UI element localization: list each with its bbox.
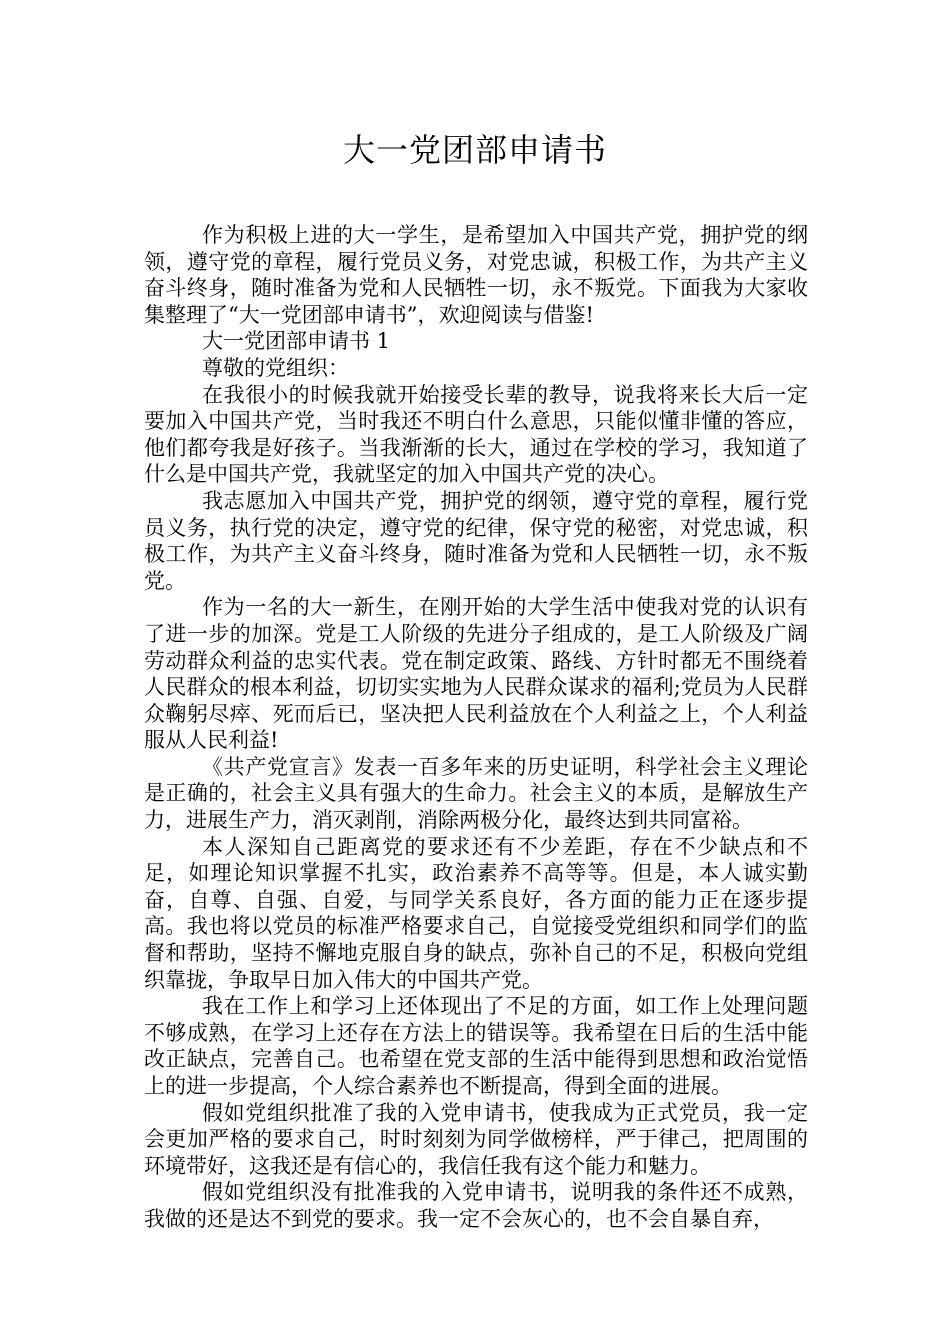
paragraph-intro: 作为积极上进的大一学生，是希望加入中国共产党，拥护党的纲领，遵守党的章程，履行党员义务，对党忠诚，积极工作，为共产主义奋斗终身，随时准备为党和人民牺牲一切，永不叛党。下面我为大家收集整理了“大一党团部申请书”，欢迎阅读与借鉴! [144,223,808,327]
paragraph: 我在工作上和学习上还体现出了不足的方面，如工作上处理问题不够成熟，在学习上还存在方法上的错误等。我希望在日后的生活中能改正缺点，完善自己。也希望在党支部的生活中能得到思想和政治觉悟上的进一步提高，个人综合素养也不断提高，得到全面的进展。 [144,994,808,1098]
paragraph: 我志愿加入中国共产党，拥护党的纲领，遵守党的章程，履行党员义务，执行党的决定，遵守党的纪律，保守党的秘密，对党忠诚，积极工作，为共产主义奋斗终身，随时准备为党和人民牺牲一切，永不叛党。 [144,488,808,593]
paragraph: 本人深知自己距离党的要求还有不少差距，存在不少缺点和不足，如理论知识掌握不扎实，政治素养不高等等。但是，本人诚实勤奋，自尊、自强、自爱，与同学关系良好，各方面的能力正在逐步提高。我也将以党员的标准严格要求自己，自觉接受党组织和同学们的监督和帮助，坚持不懈地克服自身的缺点，弥补自己的不足，积极向党组织靠拢，争取早日加入伟大的中国共产党。 [144,834,808,992]
paragraph: 作为一名的大一新生，在刚开始的大学生活中使我对党的认识有了进一步的加深。党是工人阶级的先进分子组成的，是工人阶级及广阔劳动群众利益的忠实代表。党在制定政策、路线、方针时都无不围绕着人民群众的根本利益，切切实实地为人民群众谋求的福利;党员为人民群众鞠躬尽瘁、死而后已，坚决把人民利益放在个人利益之上，个人利益服从人民利益! [144,595,808,753]
document-body [144,222,808,1233]
paragraph-salutation: 尊敬的党组织： [202,355,349,380]
paragraph: 在我很小的时候我就开始接受长辈的教导，说我将来长大后一定要加入中国共产党，当时我还不明白什么意思，只能似懂非懂的答应，他们都夸我是好孩子。当我渐渐的长大，通过在学校的学习，我知道了什么是中国共产党，我就坚定的加入中国共产党的决心。 [144,382,808,487]
paragraph: 假如党组织没有批准我的入党申请书，说明我的条件还不成熟，我做的还是达不到党的要求。我一定不会灰心的，也不会自暴自弃， [144,1180,808,1231]
paragraph-subtitle: 大一党团部申请书 1 [202,329,391,354]
document-title: 大一党团部申请书 [342,131,607,169]
paragraph: 《共产党宣言》发表一百多年来的历史证明，科学社会主义理论是正确的，社会主义具有强大的生命力。社会主义的本质，是解放生产力，进展生产力，消灭剥削，消除两极分化，最终达到共同富裕。 [144,754,808,833]
paragraph: 假如党组织批准了我的入党申请书，使我成为正式党员，我一定会更加严格的要求自己，时时刻刻为同学做榜样，严于律己，把周围的环境带好，这我还是有信心的，我信任我有这个能力和魅力。 [144,1100,808,1178]
